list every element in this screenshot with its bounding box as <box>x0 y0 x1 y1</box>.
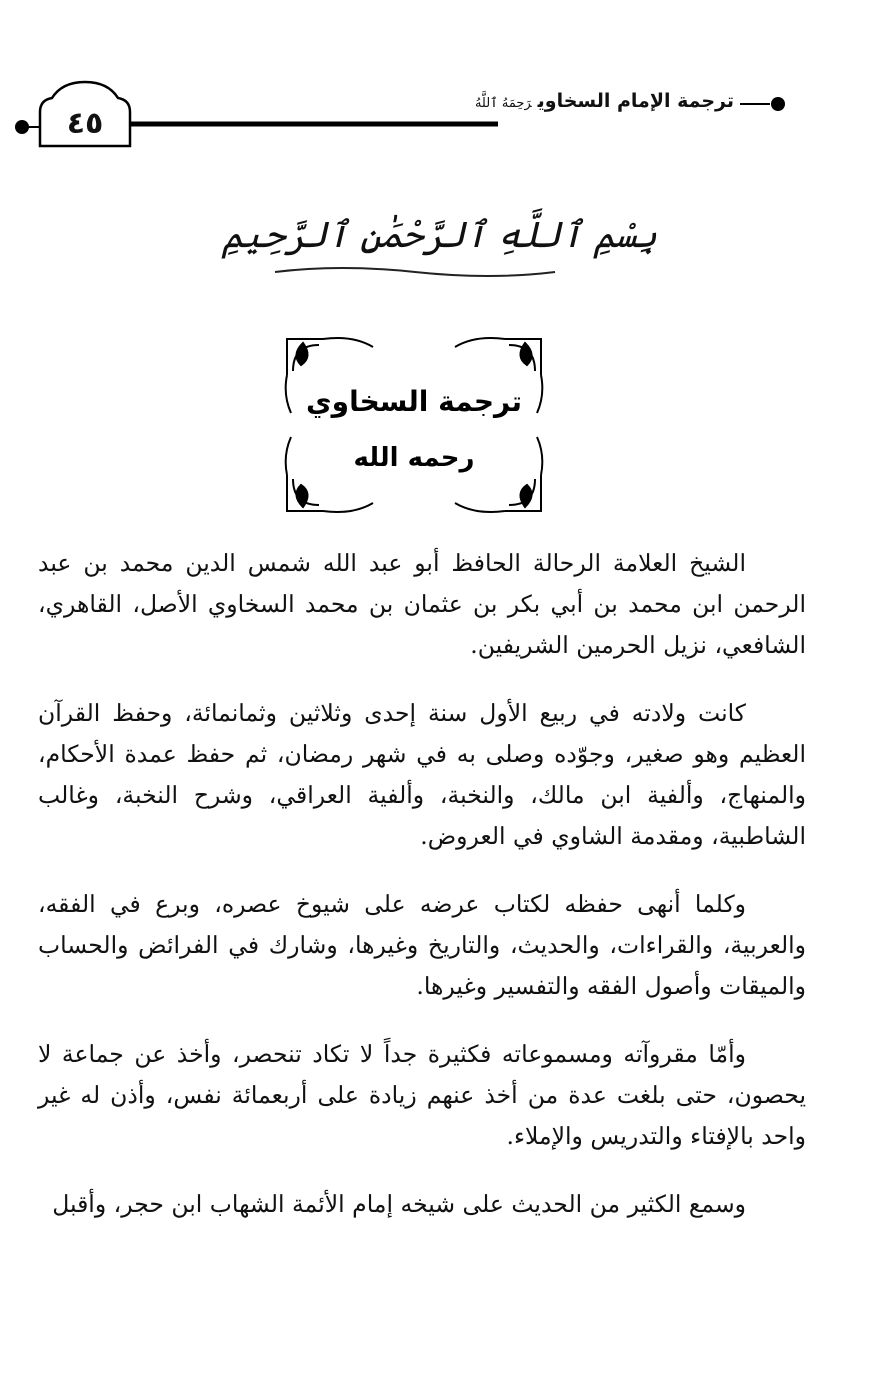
paragraph: وسمع الكثير من الحديث على شيخه إمام الأئمة الشهاب ابن حجر، وأقبل <box>52 1190 746 1218</box>
paragraph: وكلما أنهى حفظه لكتاب عرضه على شيوخ عصره، وبرع في الفقه، والعربية، والقراءات، والحديث، والتاريخ وغيرها، وشارك في الفرائض والحساب والميقات وأصول الفقه والتفسير وغيرها. <box>38 890 806 1000</box>
paragraph: كانت ولادته في ربيع الأول سنة إحدى وثلاثين وثمانمائة، وحفظ القرآن العظيم وهو صغير، وجوّده وصلى به في شهر رمضان، ثم حفظ عمدة الأحكام، والمنهاج، وألفية ابن مالك، والنخبة، وألفية العراقي، وشرح النخبة، وغالب الشاطبية، ومقدمة الشاوي في العروض. <box>38 699 806 850</box>
running-title-honorific: رَحِمَهُ ٱللَّهُ <box>474 96 532 111</box>
paragraph: الشيخ العلامة الرحالة الحافظ أبو عبد الله شمس الدين محمد بن عبد الرحمن ابن محمد بن أبي بكر بن عثمان بن محمد السخاوي الأصل، القاهري، الشافعي، نزيل الحرمين الشريفين. <box>38 549 806 659</box>
running-title-text: ترجمة الإمام السخاوي <box>537 90 734 112</box>
chapter-title: ترجمة السخاوي <box>306 385 522 418</box>
page-number: ٤٥ <box>66 106 104 141</box>
chapter-subtitle: رحمه الله <box>353 443 475 473</box>
title-ornament-frame <box>283 335 545 515</box>
running-title <box>475 90 734 112</box>
page-header <box>0 0 879 160</box>
basmala-flourish-ornament <box>270 262 560 282</box>
basmala-calligraphy: بِسْمِ ٱللَّهِ ٱلرَّحْمَٰنِ ٱلرَّحِيمِ <box>221 215 658 256</box>
header-rule-ornament <box>0 0 879 160</box>
corner-flourish-ornament <box>283 335 545 515</box>
body-text <box>38 543 806 1252</box>
paragraph: وأمّا مقروآته ومسموعاته فكثيرة جداً لا تكاد تنحصر، وأخذ عن جماعة لا يحصون، حتى بلغت عدة من أخذ عنهم زيادة على أربعمائة نفس، وأذن له غير واحد بالإفتاء والتدريس والإملاء. <box>38 1040 806 1150</box>
